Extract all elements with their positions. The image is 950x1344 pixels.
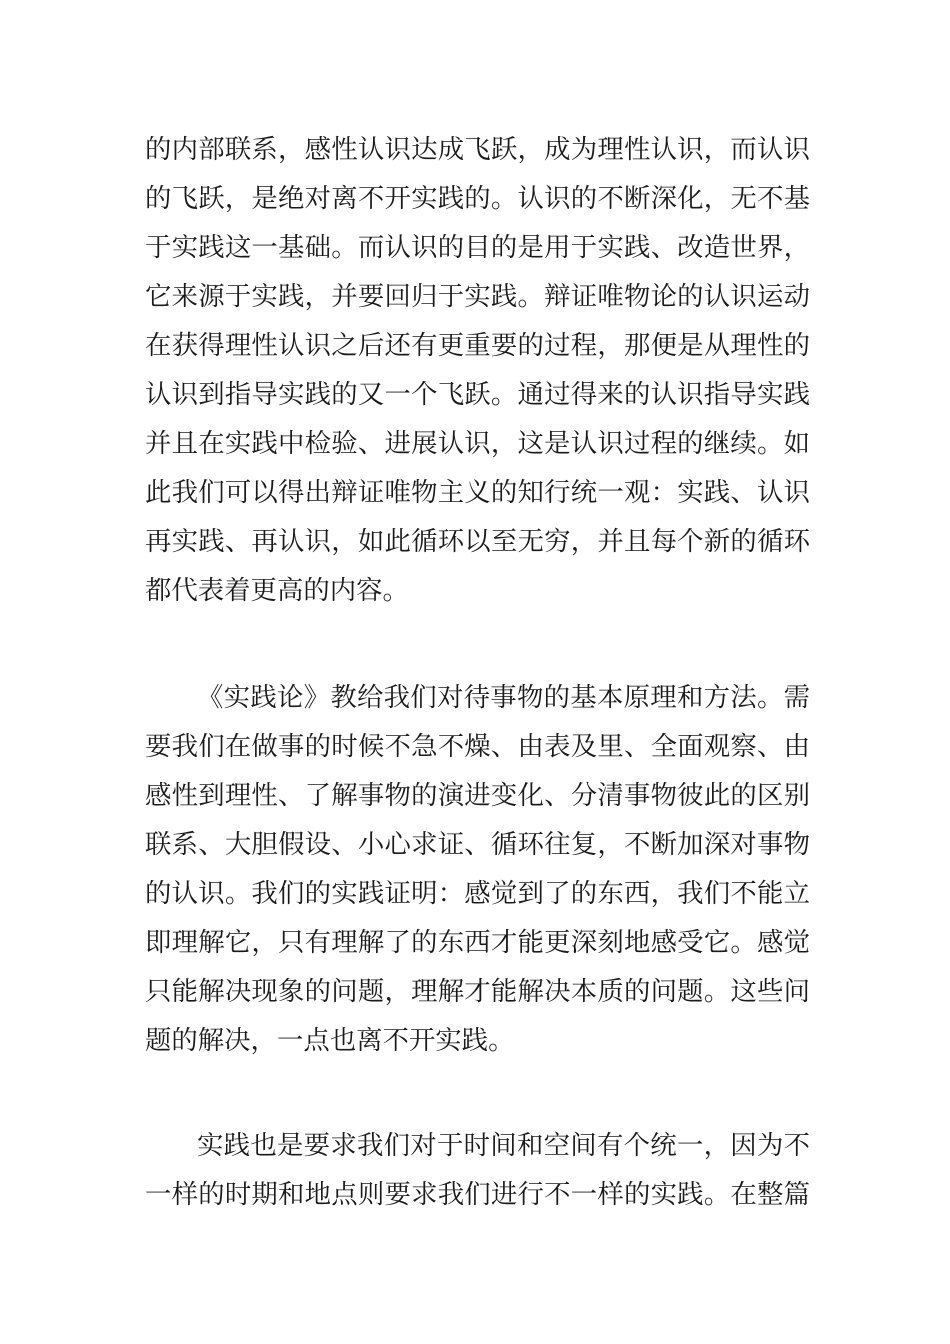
text-line: 都代表着更高的内容。 — [145, 575, 409, 606]
text-line: 的内部联系，感性认识达成飞跃，成为理性认识，而认识 — [145, 134, 810, 165]
text-line: 一样的时期和地点则要求我们进行不一样的实践。在整篇 — [145, 1179, 810, 1210]
text-line: 认识到指导实践的又一个飞跃。通过得来的认识指导实践 — [145, 379, 810, 410]
text-line: 于实践这一基础。而认识的目的是用于实践、改造世界， — [145, 232, 810, 263]
text-line: 联系、大胆假设、小心求证、循环往复，不断加深对事物 — [145, 829, 810, 860]
text-line: 的认识。我们的实践证明：感觉到了的东西，我们不能立 — [145, 878, 810, 909]
text-line: 此我们可以得出辩证唯物主义的知行统一观：实践、认识 — [145, 477, 810, 508]
text-line: 《实践论》教给我们对待事物的基本原理和方法。需 — [197, 682, 810, 713]
text-line: 的飞跃，是绝对离不开实践的。认识的不断深化，无不基 — [145, 183, 810, 214]
text-line: 并且在实践中检验、进展认识，这是认识过程的继续。如 — [145, 428, 810, 459]
text-line: 它来源于实践，并要回归于实践。辩证唯物论的认识运动 — [145, 281, 810, 312]
text-line: 再实践、再认识，如此循环以至无穷，并且每个新的循环 — [145, 526, 810, 557]
text-line: 感性到理性、了解事物的演进变化、分清事物彼此的区别 — [145, 780, 810, 811]
text-line: 题的解决，一点也离不开实践。 — [145, 1025, 515, 1056]
text-line: 只能解决现象的问题，理解才能解决本质的问题。这些问 — [145, 976, 810, 1007]
text-line: 即理解它，只有理解了的东西才能更深刻地感受它。感觉 — [145, 927, 810, 958]
text-line: 实践也是要求我们对于时间和空间有个统一，因为不 — [197, 1130, 810, 1161]
text-line: 要我们在做事的时候不急不燥、由表及里、全面观察、由 — [145, 731, 810, 762]
text-line: 在获得理性认识之后还有更重要的过程，那便是从理性的 — [145, 330, 810, 361]
